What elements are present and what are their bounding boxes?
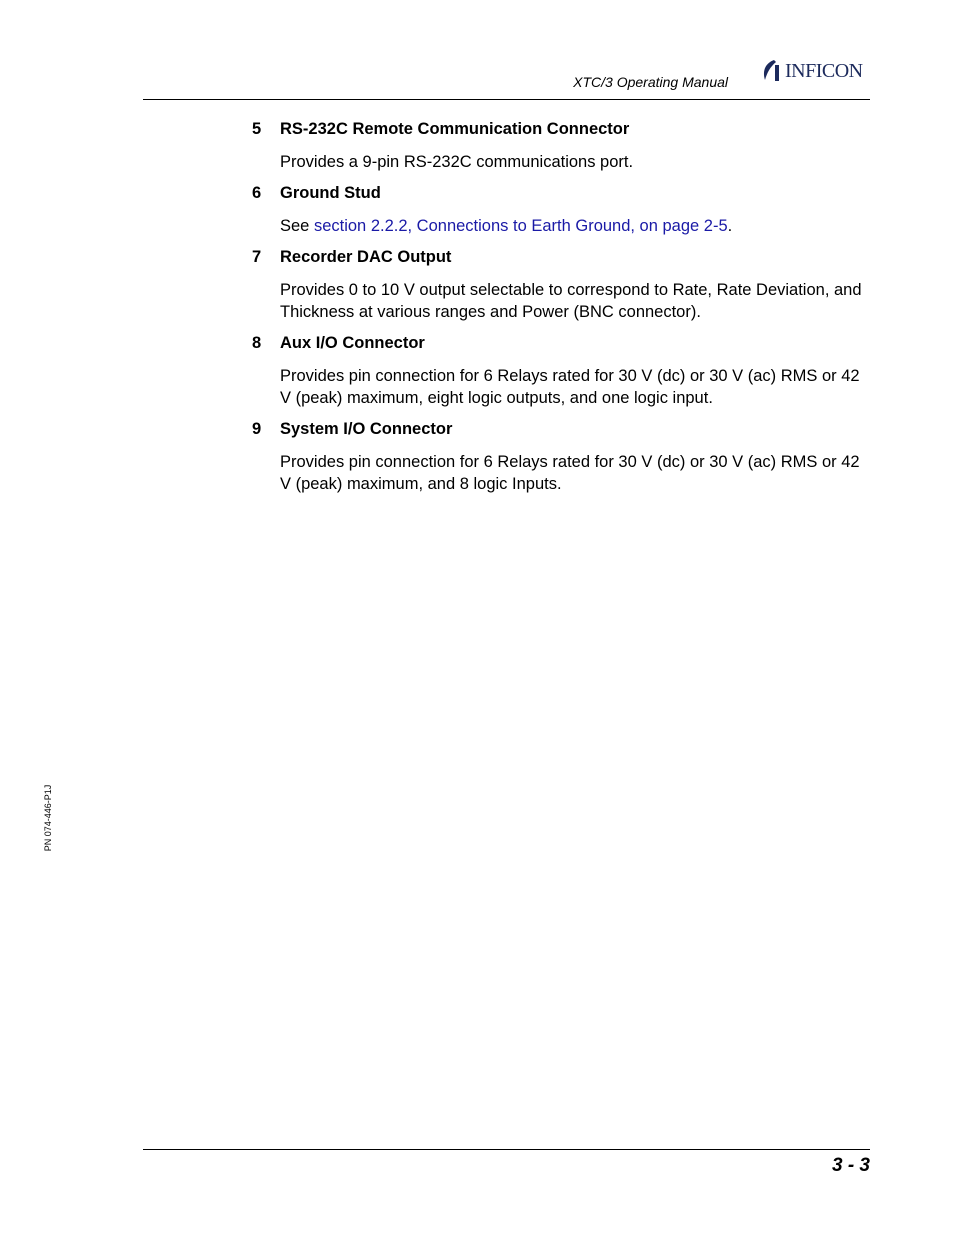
part-number: PN 074-446-P1J bbox=[43, 784, 53, 852]
section-heading bbox=[252, 247, 870, 267]
cross-reference-link[interactable]: section 2.2.2, Connections to Earth Ground, on page 2-5 bbox=[313, 217, 728, 235]
page-number: 3 - 3 bbox=[831, 1155, 870, 1176]
section-9 bbox=[252, 419, 870, 495]
section-title: Aux I/O Connector bbox=[280, 334, 425, 352]
section-number: 6 bbox=[252, 184, 262, 202]
header-rule bbox=[143, 99, 870, 100]
section-body: Provides pin connection for 6 Relays rated for 30 V (dc) or 30 V (ac) RMS or 42 V (peak) maximum, and 8 logic Inputs. bbox=[280, 453, 860, 493]
inficon-logo-mark-icon bbox=[760, 58, 784, 84]
section-7 bbox=[252, 247, 870, 323]
section-heading bbox=[252, 183, 870, 203]
section-heading bbox=[252, 119, 870, 139]
footer-rule bbox=[143, 1149, 870, 1150]
section-body bbox=[280, 215, 870, 237]
section-number: 5 bbox=[252, 120, 262, 138]
section-title: Ground Stud bbox=[280, 184, 381, 202]
body-prefix: See bbox=[280, 217, 314, 235]
section-heading bbox=[252, 333, 870, 353]
section-body: Provides 0 to 10 V output selectable to correspond to Rate, Rate Deviation, and Thickness at various ranges and Power (BNC connector). bbox=[280, 281, 862, 321]
section-body: Provides pin connection for 6 Relays rated for 30 V (dc) or 30 V (ac) RMS or 42 V (peak) maximum, eight logic outputs, and one logic input. bbox=[280, 367, 860, 407]
section-title: System I/O Connector bbox=[280, 420, 453, 438]
section-number: 8 bbox=[252, 334, 262, 352]
section-title: RS-232C Remote Communication Connector bbox=[280, 120, 630, 138]
manual-title: XTC/3 Operating Manual bbox=[573, 74, 728, 90]
section-number: 7 bbox=[252, 248, 262, 266]
body-suffix: . bbox=[727, 217, 733, 235]
section-5 bbox=[252, 119, 870, 173]
logo-wordmark: INFICON bbox=[785, 59, 863, 82]
section-title: Recorder DAC Output bbox=[280, 248, 452, 266]
section-8 bbox=[252, 333, 870, 409]
section-heading bbox=[252, 419, 870, 439]
section-6 bbox=[252, 183, 870, 237]
section-body: Provides a 9-pin RS-232C communications port. bbox=[280, 153, 634, 171]
section-number: 9 bbox=[252, 420, 262, 438]
inficon-logo bbox=[760, 58, 863, 84]
